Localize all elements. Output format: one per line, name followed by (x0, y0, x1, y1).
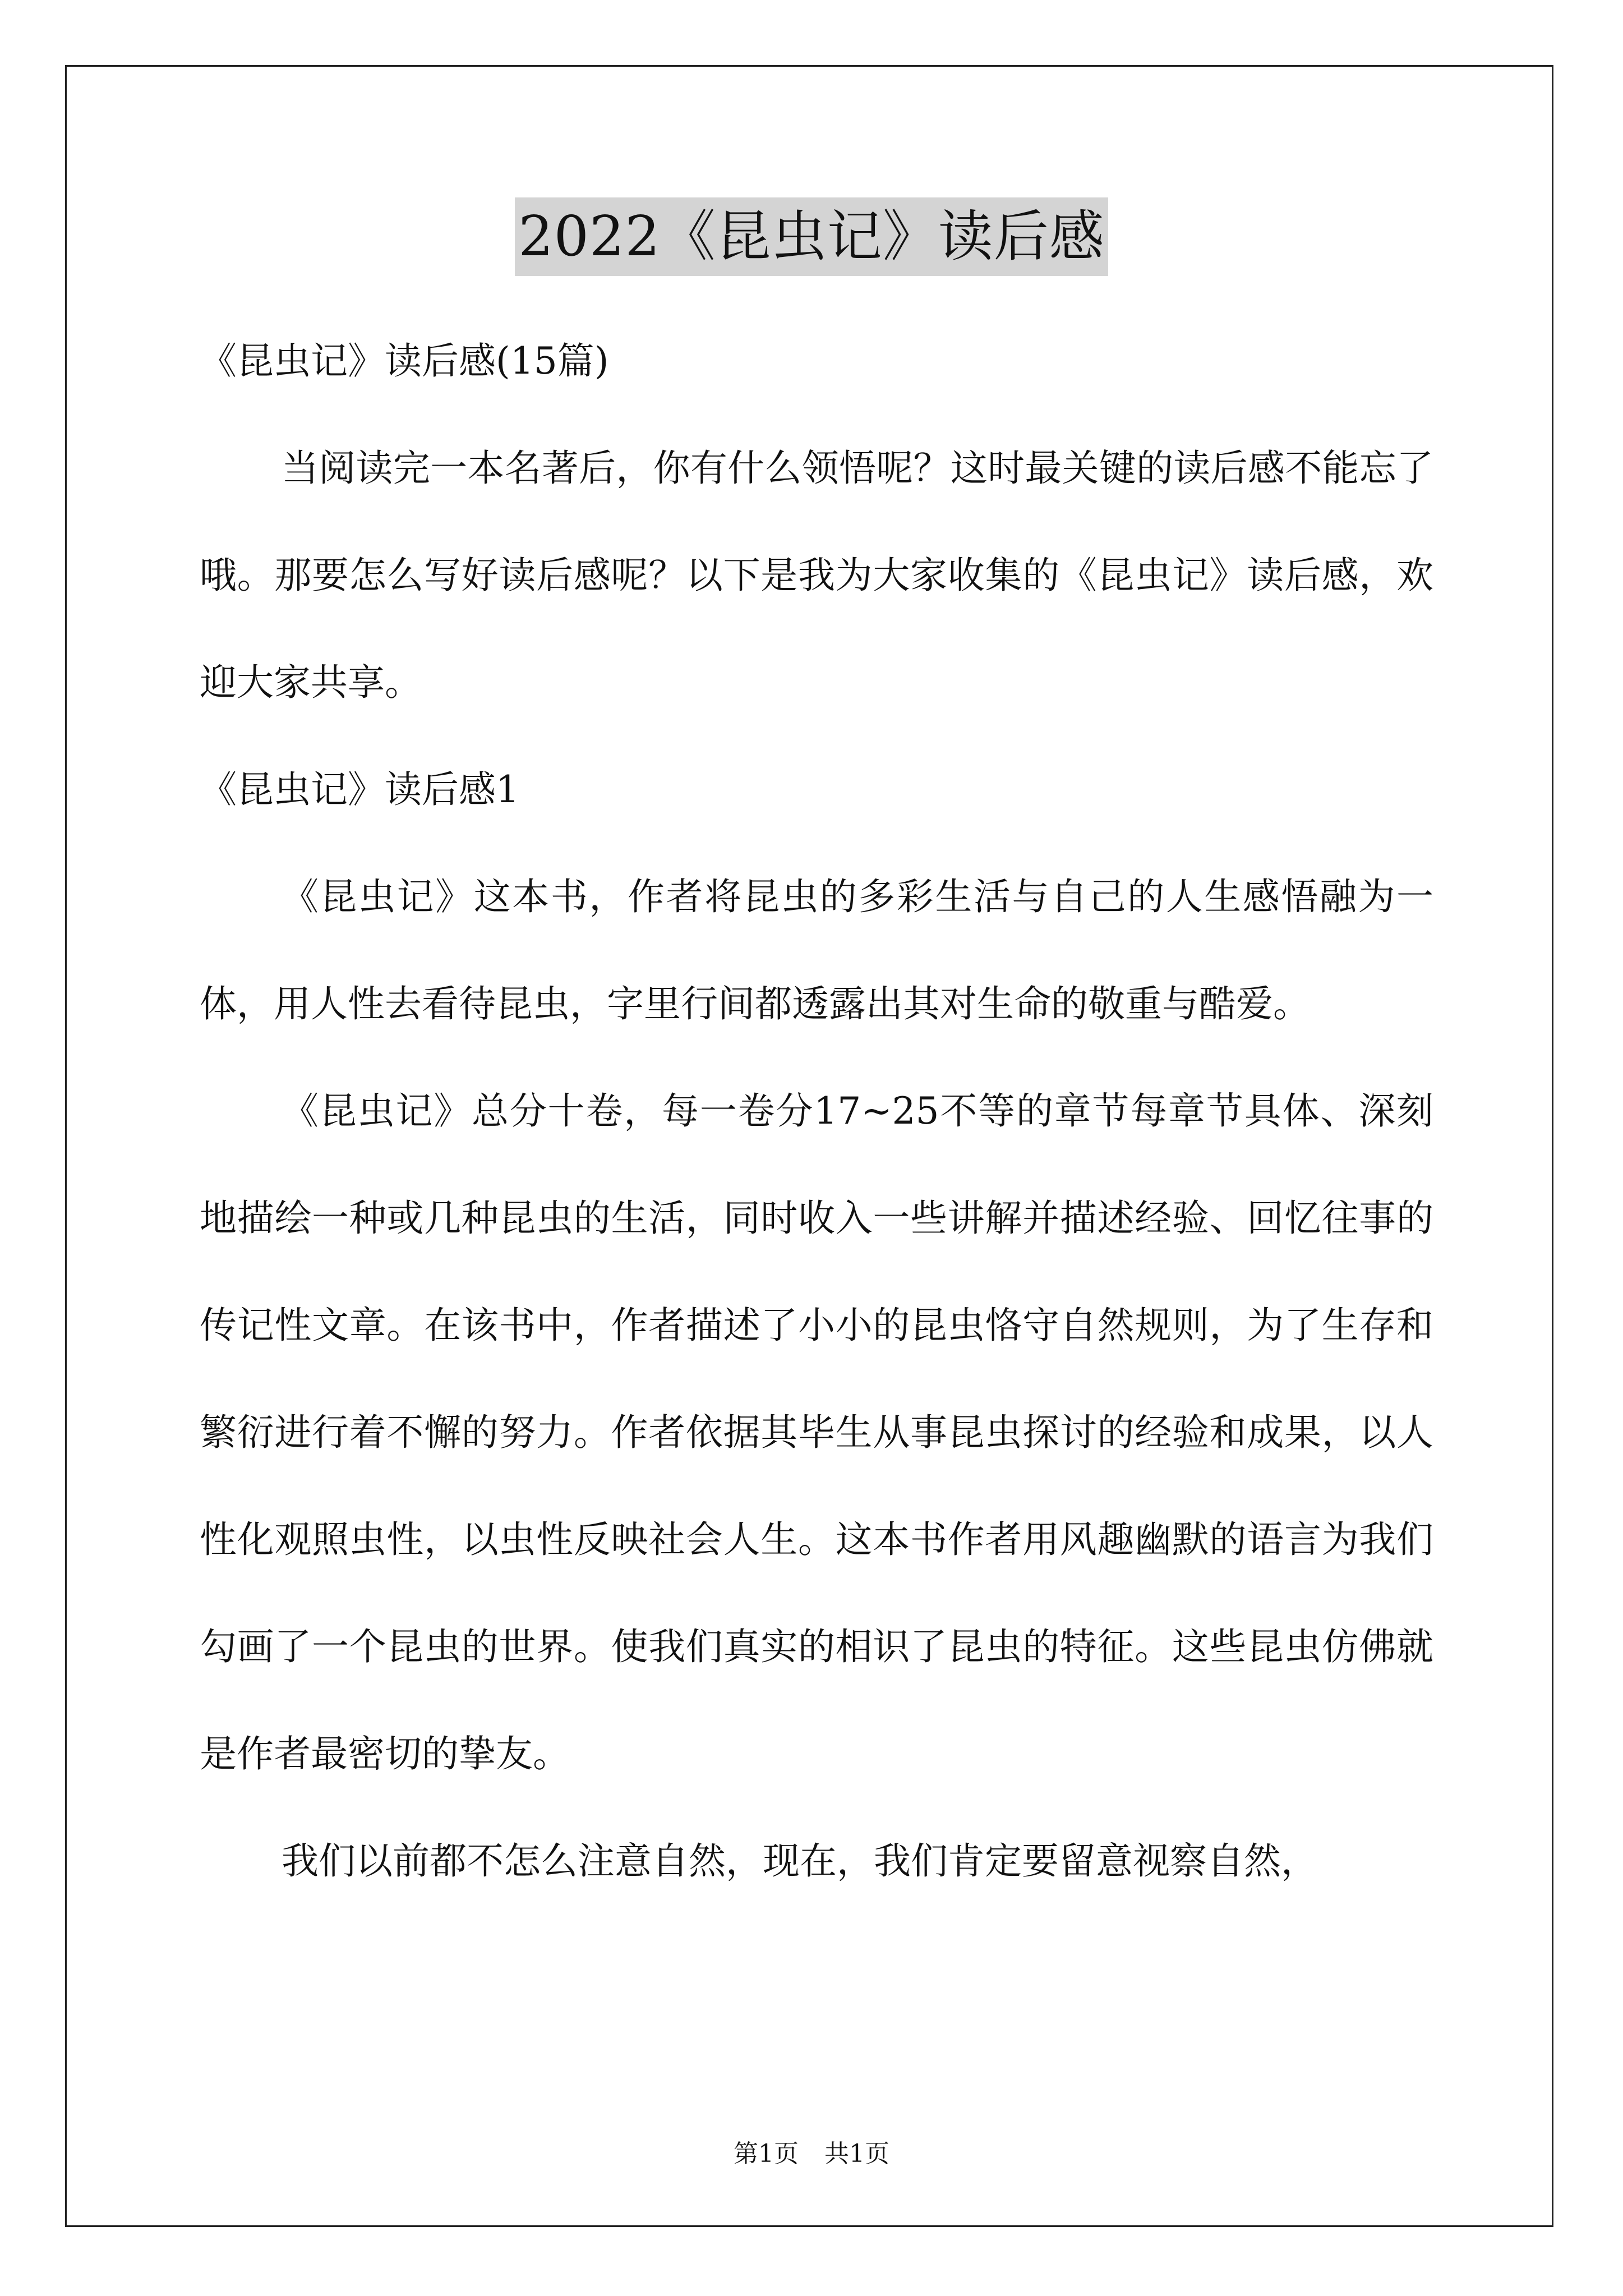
page-footer (0, 2137, 1623, 2171)
body-paragraph: 《昆虫记》这本书，作者将昆虫的多彩生活与自己的人生感悟融为一体，用人性去看待昆虫，字里行间都透露出其对生命的敬重与酷爱。 (200, 875, 1433, 1025)
section-heading: 《昆虫记》读后感1 (200, 768, 519, 811)
body-paragraph: 《昆虫记》总分十卷，每一卷分17~25不等的章节每章节具体、深刻地描绘一种或几种昆虫的生活，同时收入一些讲解并描述经验、回忆往事的传记性文章。在该书中，作者描述了小小的昆虫恪守自然规则，为了生存和繁衍进行着不懈的努力。作者依据其毕生从事昆虫探讨的经验和成果，以人性化观照虫性，以虫性反映社会人生。这本书作者用风趣幽默的语言为我们勾画了一个昆虫的世界。使我们真实的相识了昆虫的特征。这些昆虫仿佛就是作者最密切的挚友。 (200, 1089, 1433, 1775)
page-number-current: 第1页 (734, 2139, 799, 2168)
subtitle: 《昆虫记》读后感(15篇) (200, 339, 609, 383)
document-body (200, 307, 1433, 1915)
page-number-total: 共1页 (824, 2139, 889, 2168)
intro-paragraph: 当阅读完一本名著后，你有什么领悟呢？这时最关键的读后感不能忘了哦。那要怎么写好读后感呢？以下是我为大家收集的《昆虫记》读后感，欢迎大家共享。 (200, 447, 1433, 704)
document-title: 2022《昆虫记》读后感 (515, 197, 1108, 276)
body-paragraph: 我们以前都不怎么注意自然，现在，我们肯定要留意视察自然， (282, 1839, 1318, 1883)
title-container (0, 197, 1623, 276)
